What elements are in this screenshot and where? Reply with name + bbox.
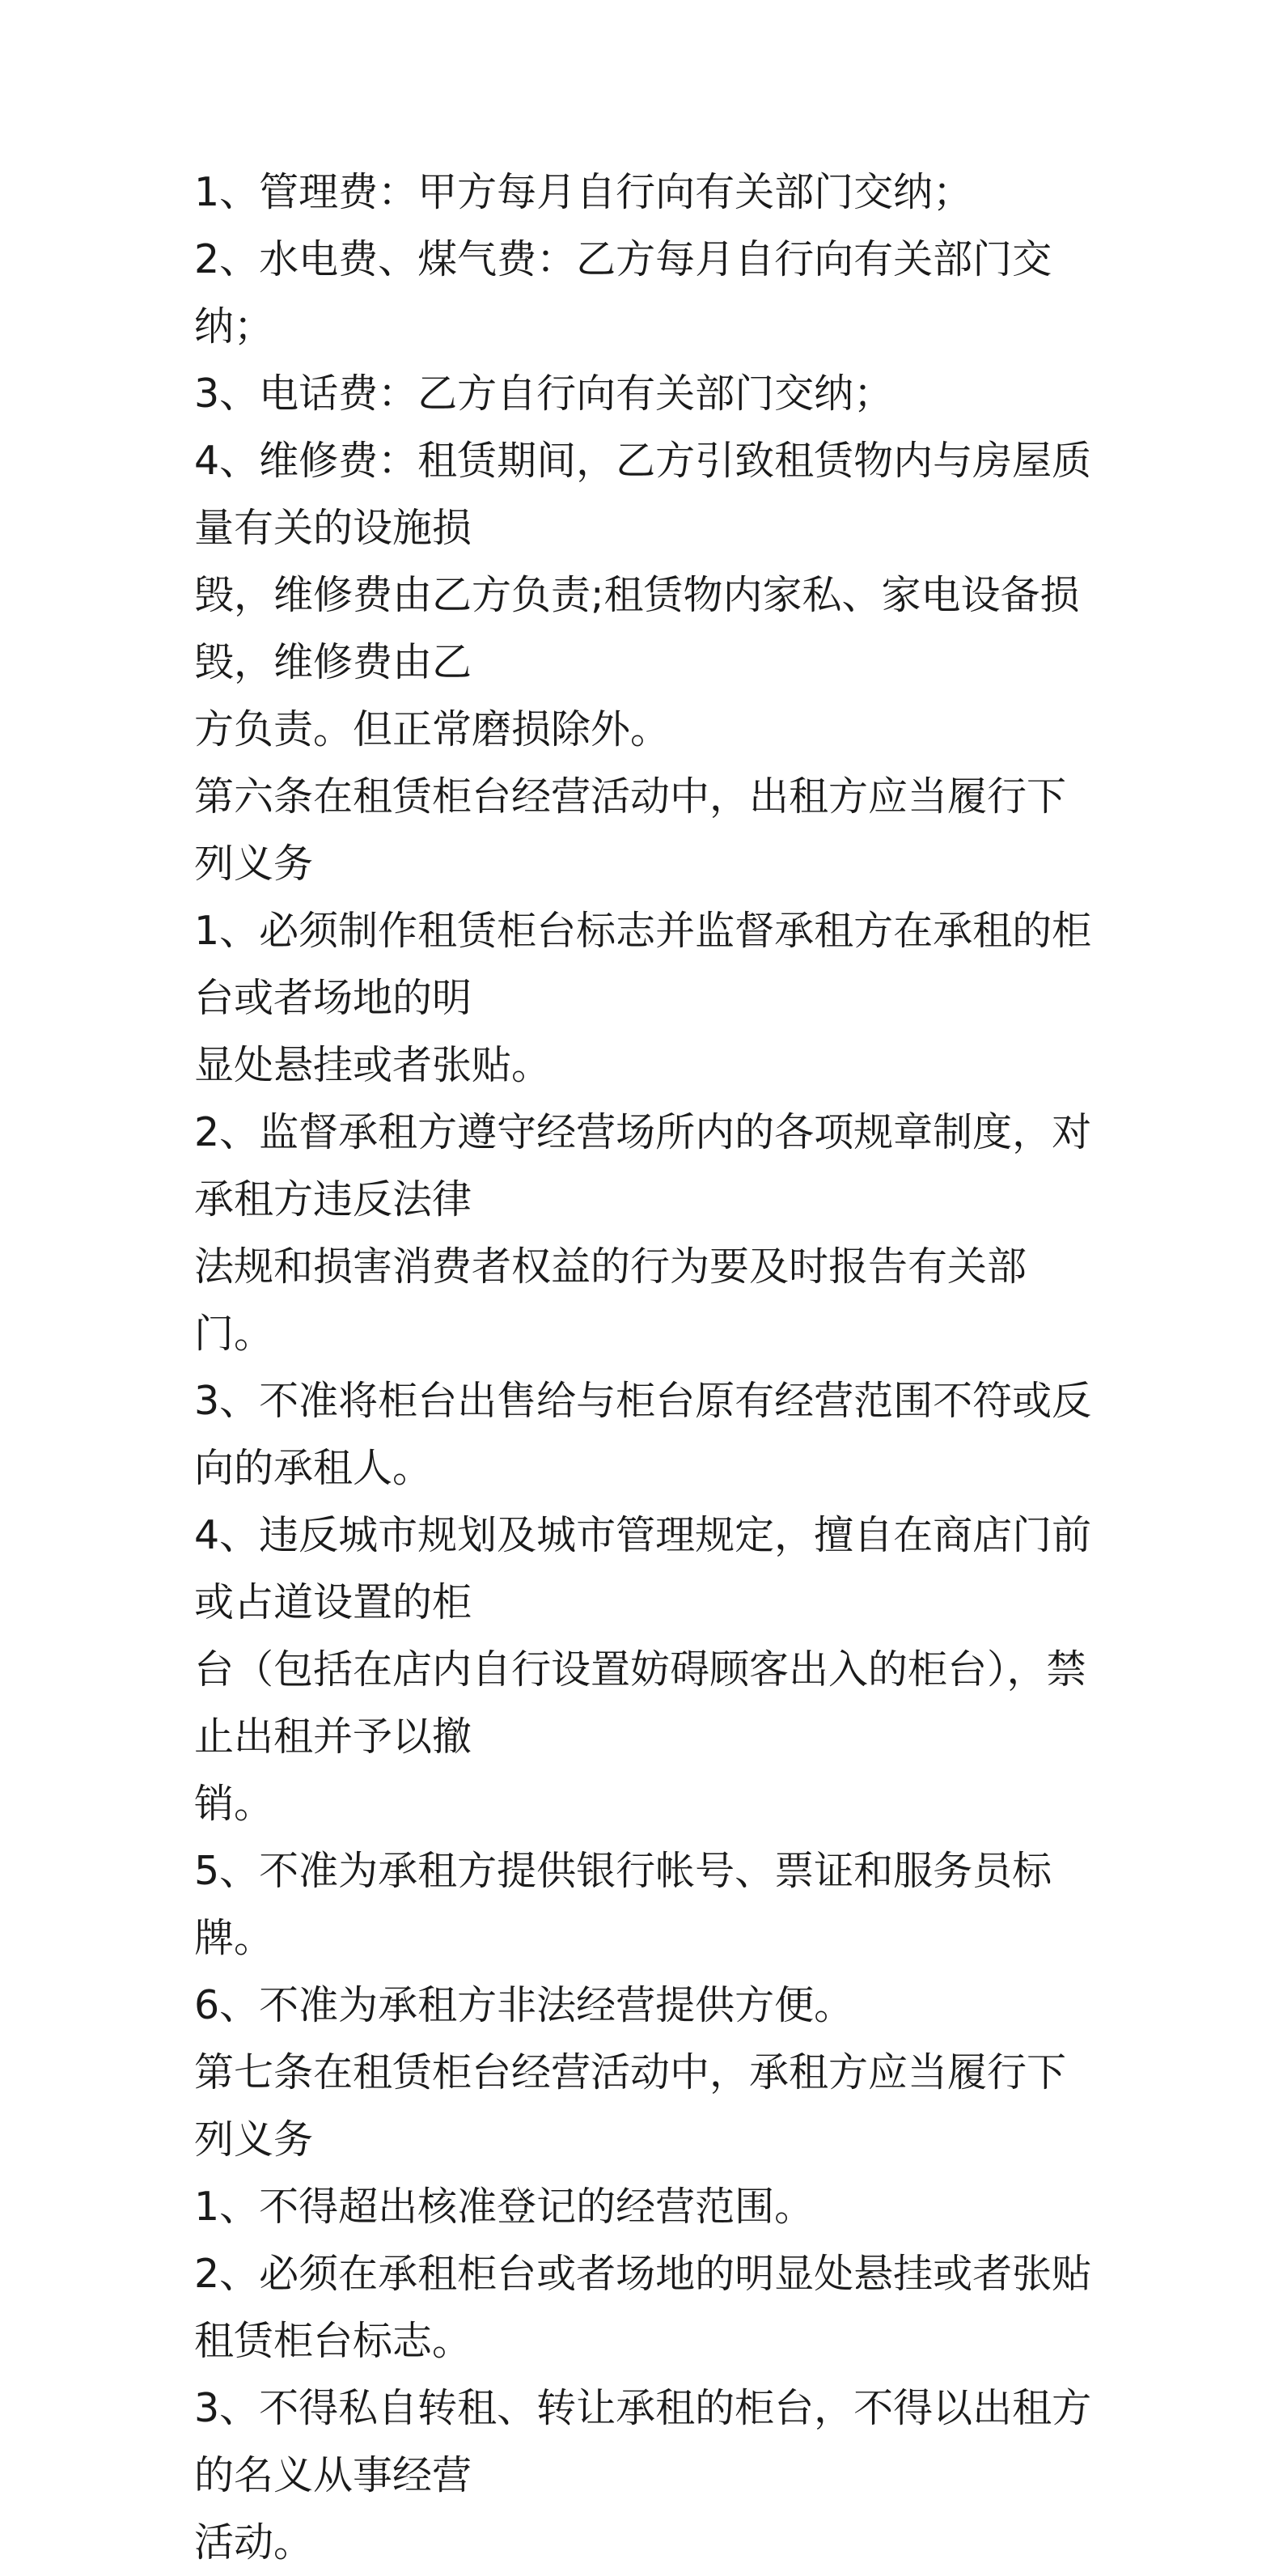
- article-7-item-2: 2、必须在承租柜台或者场地的明显处悬挂或者张贴租赁柜台标志。: [194, 2251, 1092, 2364]
- item-utility-fee: 2、水电费、煤气费：乙方每月自行向有关部门交纳；: [194, 236, 1052, 350]
- article-6-item-5: 5、不准为承租方提供银行帐号、票证和服务员标牌。: [194, 1848, 1052, 1961]
- item-management-fee: 1、管理费：甲方每月自行向有关部门交纳；: [194, 169, 973, 215]
- article-6-item-2: 2、监督承租方遵守经营场所内的各项规章制度，对承租方违反法律 法规和损害消费者权益的行为要及时报告有关部门。: [194, 1109, 1092, 1357]
- article-6-item-3: 3、不准将柜台出售给与柜台原有经营范围不符或反向的承租人。: [194, 1378, 1092, 1491]
- document-body: [194, 159, 1102, 2576]
- article-7-item-3: 3、不得私自转租、转让承租的柜台，不得以出租方的名义从事经营 活动。: [194, 2385, 1092, 2565]
- article-6-item-1: 1、必须制作租赁柜台标志并监督承租方在承租的柜台或者场地的明 显处悬挂或者张贴。: [194, 908, 1092, 1088]
- article-6-item-4: 4、违反城市规划及城市管理规定，擅自在商店门前或占道设置的柜 台（包括在店内自行设置妨碍顾客出入的柜台），禁止出租并予以撤 销。: [194, 1512, 1092, 1827]
- item-phone-fee: 3、电话费：乙方自行向有关部门交纳；: [194, 371, 894, 417]
- article-7-item-1: 1、不得超出核准登记的经营范围。: [194, 2184, 815, 2230]
- article-6-heading: 第六条在租赁柜台经营活动中，出租方应当履行下列义务: [194, 773, 1067, 887]
- item-maintenance-fee: 4、维修费：租赁期间，乙方引致租赁物内与房屋质量有关的设施损 毁，维修费由乙方负责;租赁物内家私、家电设备损毁，维修费由乙 方负责。但正常磨损除外。: [194, 438, 1092, 752]
- article-7-heading: 第七条在租赁柜台经营活动中，承租方应当履行下列义务: [194, 2049, 1067, 2163]
- article-6-item-6: 6、不准为承租方非法经营提供方便。: [194, 1982, 854, 2028]
